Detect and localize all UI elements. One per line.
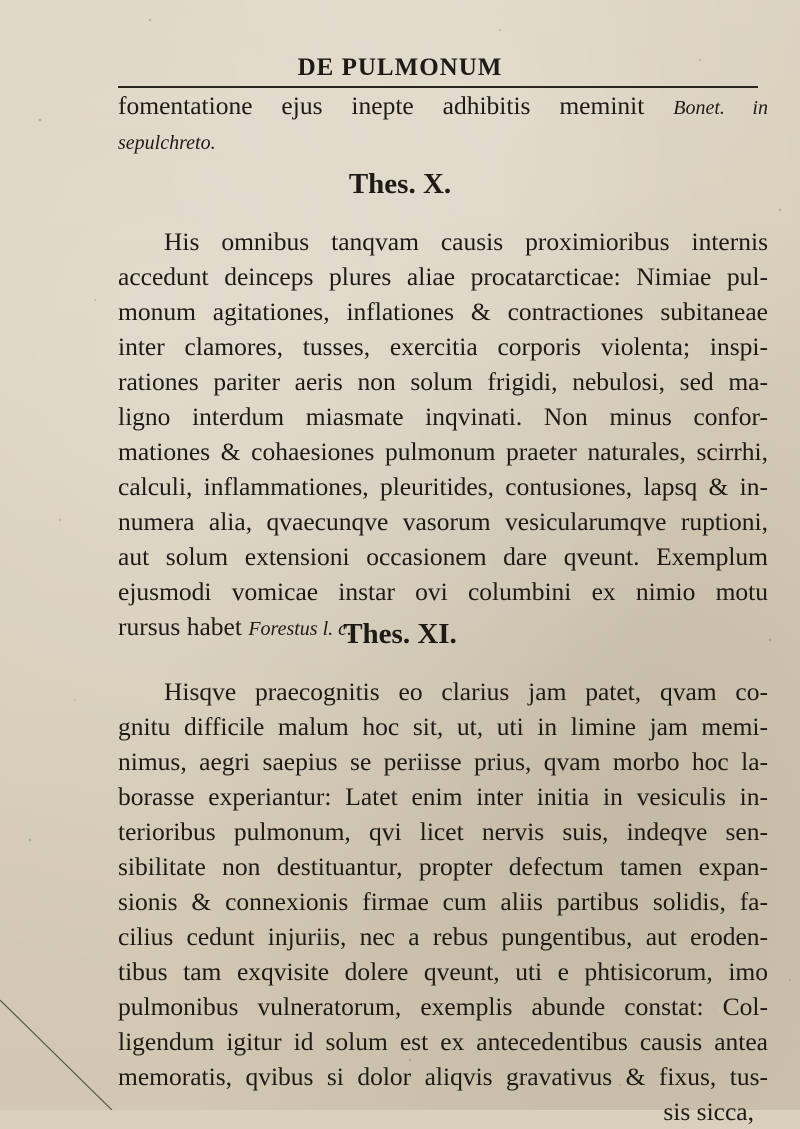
thesis-xi-paragraph: [118, 674, 768, 1129]
thesis-x-line: aut solum extensioni occasionem dare qveunt. Exemplum: [118, 542, 768, 571]
thesis-xi-line: pulmonibus vulneratorum, exemplis abunde constat: Col-: [118, 992, 768, 1021]
thesis-xi-line: nimus, aegri saepius se periisse prius, qvam morbo hoc la-: [118, 747, 768, 776]
thesis-xi-line: gnitu difficile malum hoc sit, ut, uti in limine jam memi-: [118, 712, 768, 741]
thesis-xi-line: cilius cedunt injuriis, nec a rebus pungentibus, aut eroden-: [118, 922, 768, 951]
thesis-x-last-text: rursus habet: [118, 612, 242, 641]
carry-over-text: fomentatione ejus inepte adhibitis meminit: [118, 91, 645, 120]
thesis-x-paragraph: [118, 224, 768, 647]
thesis-xi-line: sibilitate non destituantur, propter defectum tamen expan-: [118, 852, 768, 881]
thesis-xi-line: tibus tam exqvisite dolere qveunt, uti e phtisicorum, imo: [118, 957, 768, 986]
thesis-xi-line: ligendum igitur id solum est ex antecedentibus causis antea: [118, 1027, 768, 1056]
thesis-x-line: calculi, inflammationes, pleuritides, contusiones, lapsq & in-: [118, 472, 768, 501]
citation-forestus: Forestus l. c.: [248, 618, 353, 640]
thesis-xi-line: terioribus pulmonum, qvi licet nervis suis, indeqve sen-: [118, 817, 768, 846]
thesis-xi-line: sionis & connexionis firmae cum aliis partibus solidis, fa-: [118, 887, 768, 916]
thesis-x-line: ligno interdum miasmate inqvinati. Non minus confor-: [118, 402, 768, 431]
thesis-x-line: accedunt deinceps plures aliae procatarcticae: Nimiae pul-: [118, 262, 768, 291]
catchword: sis sicca,: [663, 1097, 754, 1126]
thesis-x-line: His omnibus tanqvam causis proximioribus internis: [164, 227, 768, 256]
thesis-x-line: numera alia, qvaecunqve vasorum vesicularumqve ruptioni,: [118, 507, 768, 536]
carry-over-line-1: [118, 88, 768, 126]
thesis-x-line: rationes pariter aeris non solum frigidi, nebulosi, sed ma-: [118, 367, 768, 396]
thesis-xi-heading: Thes. XI.: [343, 618, 457, 650]
thesis-x-line: inter clamores, tusses, exercitia corporis violenta; inspi-: [118, 332, 768, 361]
thesis-xi-line: Hisqve praecognitis eo clarius jam patet, qvam co-: [164, 677, 768, 706]
carry-over-paragraph: [118, 88, 768, 161]
thesis-xi-line: memoratis, qvibus si dolor aliqvis gravativus & fixus, tus-: [118, 1062, 768, 1091]
thesis-x-line: monum agitationes, inflationes & contractiones subitaneae: [118, 297, 768, 326]
thesis-x-line: mationes & cohaesiones pulmonum praeter naturales, scirrhi,: [118, 437, 768, 466]
thesis-x-heading: Thes. X.: [348, 168, 452, 200]
carry-over-line-2: sepulchreto.: [118, 132, 216, 154]
citation-bonet: Bonet. in: [673, 97, 768, 119]
thesis-x-line: ejusmodi vomicae instar ovi columbini ex nimio motu: [118, 577, 768, 606]
running-head: DE PULMONUM: [297, 54, 503, 81]
thesis-xi-line: borasse experiantur: Latet enim inter initia in vesiculis in-: [118, 782, 768, 811]
